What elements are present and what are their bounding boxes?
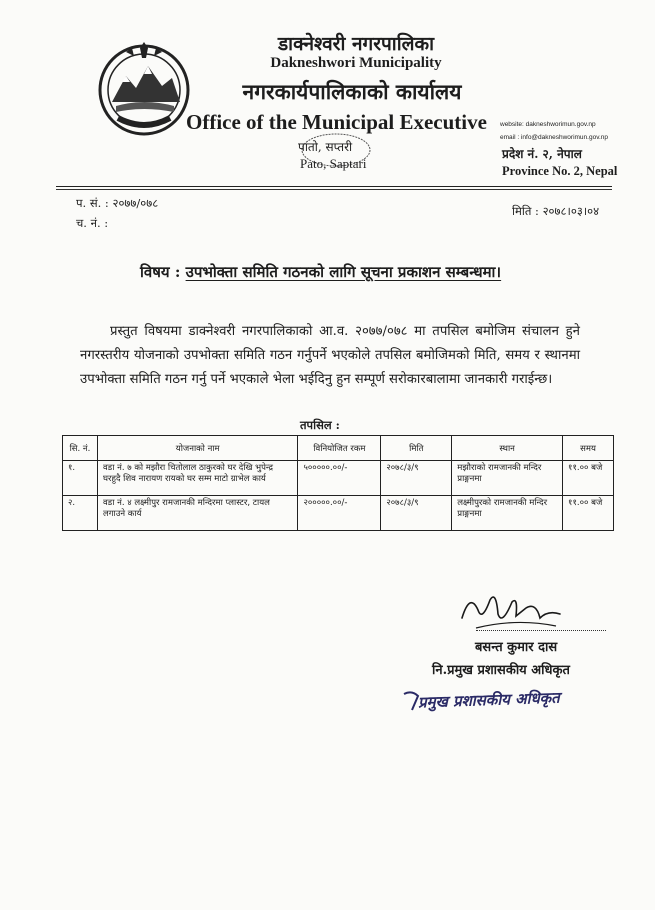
table-row [63,496,614,531]
municipality-name-en: Dakneshwori Municipality [270,55,442,71]
province-np: प्रदेश नं. २, नेपाल [502,147,582,161]
column-header: सि. नं. [63,436,98,461]
email-text: email : info@dakneshworimun.gov.np [500,134,609,141]
column-header: स्थान [452,436,563,461]
dispatch-number: च. नं. : [76,216,109,230]
office-name-en: Office of the Municipal Executive [186,110,487,134]
table-cell: २०००००.००/- [298,496,381,531]
table-cell: ११.०० बजे [563,461,614,496]
column-header: मिति [381,436,452,461]
municipality-emblem-icon [96,40,192,136]
table-header-row [63,436,614,461]
designation-stamp: प्रमुख प्रशासकीय अधिकृत [417,688,561,712]
signatory-name: बसन्त कुमार दास [475,640,558,655]
website-text: website: dakneshworimun.gov.np [500,121,596,128]
contact-info [500,118,608,144]
subject-line [140,262,560,282]
signature-icon [456,588,566,634]
table-cell: वडा नं. ७ को मझौरा चितोलाल ठाकुरको घर देखि भुपेन्द्र घरहुदै शिव नारायण रायको घर सम्म माटो ग्राभेल कार्य [97,461,297,496]
column-header: योजनाको नाम [97,436,297,461]
subject-text: उपभोक्ता समिति गठनको लागि सूचना प्रकाशन सम्बन्धमा। [185,263,502,281]
table-cell: २०७८/३/९ [381,461,452,496]
location-en: Pato, Saptari [300,156,367,171]
signatory-title: नि.प्रमुख प्रशासकीय अधिकृत [432,663,570,678]
letter-date: मिति : २०७८।०३।०४ [512,204,600,218]
table-row [63,461,614,496]
office-name-np: नगरकार्यपालिकाको कार्यालय [242,79,462,104]
table-cell: वडा नं. ४ लक्ष्मीपुर रामजानकी मन्दिरमा प्लास्टर, टायल लगाउने कार्य [97,496,297,531]
province-en: Province No. 2, Nepal [502,164,618,178]
header-divider-thin [56,189,612,190]
column-header: विनियोजित रकम [298,436,381,461]
table-cell: २०७८/३/९ [381,496,452,531]
municipality-name-np: डाक्नेश्वरी नगरपालिका [277,33,435,55]
letter-number: प. सं. : २०७७/०७८ [76,196,159,210]
subject-label: विषय : [140,263,181,281]
table-cell: मझौराको रामजानकी मन्दिर प्राङ्गनमा [452,461,563,496]
header-divider [56,186,612,187]
table-cell: २. [63,496,98,531]
table-cell: ११.०० बजे [563,496,614,531]
schedule-table [62,435,614,531]
table-cell: ५०००००.००/- [298,461,381,496]
column-header: समय [563,436,614,461]
schedule-heading: तपसिल : [300,418,340,432]
location-np: पातो, सप्तरी [298,140,353,154]
table-cell: १. [63,461,98,496]
body-paragraph: प्रस्तुत विषयमा डाक्नेश्वरी नगरपालिकाको आ.व. २०७७/०७८ मा तपसिल बमोजिम संचालन हुने नगरस्तरीय योजनाको उपभोक्ता समिति गठन गर्नुपर्ने भएकोले तपसिल बमोजिमको मिति, समय र स्थानमा उपभोक्ता समिति गठन गर्नु पर्ने भएकाले भेला भईदिनु हुन सम्पूर्ण सरोकारबालामा जानकारी गराईन्छ। [80,324,580,387]
signature-line [476,630,606,631]
table-cell: लक्ष्मीपुरको रामजानकी मन्दिर प्राङ्गनमा [452,496,563,531]
